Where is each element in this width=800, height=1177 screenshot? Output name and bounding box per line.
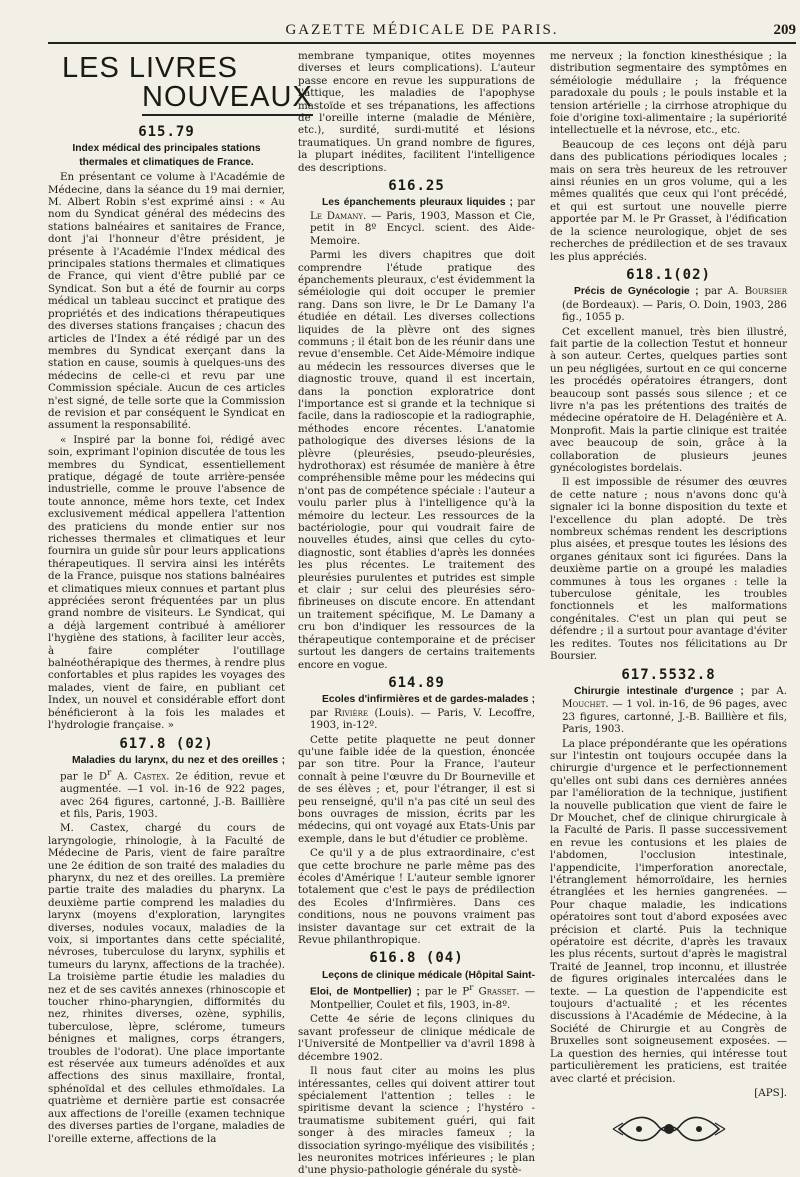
classification-code: 615.79 [138, 124, 195, 140]
review-paragraph: « Inspiré par la bonne foi, rédigé avec soin, exprimant l'opinion discutée de tous les membres du Syndicat, essentiellement pratique, dégagé de toute arrière-pensée industrielle, comme le prouve l'absence de toute annonce, même hors texte, cet Index exclusivement médical appellera l'attention des praticiens du monde entier sur nos richesses thermales et climatiques et leur fournira un guide sûr pour leurs applications thérapeutiques. Il servira ainsi les intérêts de la France, puisque nos stations balnéaires et climatiques mieux connues et partant plus appréciées seront fréquentées par un plus grand nombre de visiteurs. Le Syndicat, qui a déjà largement contribué à améliorer l'hygiène des stations, à faciliter leur accès, à faire compléter l'outillage balnéothérapique des thermes, à rendre plus confortables et plus rapides les voyages des malades, vient de faire, en publiant cet Index, un nouvel et considérable effort dont bénéficieront à la fois les malades et l'hydrologie française. » [48, 433, 285, 732]
classification-code: 616.8 (04) [369, 950, 464, 967]
ref-details: (Louis). — Paris, V. Lecoffre, 1903, in-12º. [310, 706, 535, 732]
review-paragraph: Cette 4e série de leçons cliniques du savant professeur de clinique médicale de l'Université de Montpellier va d'avril 1898 à décembre 1902. [298, 1013, 535, 1063]
page-header [48, 20, 796, 44]
review-paragraph: Cette petite plaquette ne peut donner qu'une faible idée de la question, énoncée par son titre. Pour la France, l'auteur connaît à peine l'œuvre du Dr Bourneville et de ses élèves ; et, pour l'étranger, il est si peu renseigné, qu'il n'a pas cité un seul des bons ouvrages de mission, écrits par les médecins, qui ont voyagé aux Etats-Unis par exemple, dans le but d'étudier ce problème. [298, 733, 535, 845]
bibliographic-reference [298, 693, 535, 731]
ref-details: . — Paris, 1903, Masson et Cie, petit in 8º Encycl. scient. des Aide-Memoire. [310, 209, 535, 247]
bibliographic-reference [298, 969, 535, 1012]
signature: [APS]. [754, 1086, 787, 1099]
bibliographic-reference [298, 196, 535, 247]
classification-code: 617.5532.8 [621, 666, 716, 683]
ref-details: (de Bordeaux). — Paris, O. Doin, 1903, 286 fig., 1055 p. [562, 298, 787, 324]
classification-code: 617.8 (02) [119, 735, 214, 752]
bibliographic-reference [550, 285, 787, 323]
column-left [48, 50, 313, 1145]
review-paragraph: La place prépondérante que les opérations sur l'intestin ont toujours occupée dans la chirurgie d'urgence et le perfectionnement qu'elles ont subi dans ces dernières années par l'amélioration de la technique, justifient la nouvelle publication que vient de faire le Dr Mouchet, chef de clinique chirurgicale à la Faculté de Paris. Il passe successivement en revue les contusions et les plaies de l'abdomen, l'occlusion intestinale, l'appendicite, l'imperforation anorectale, l'étranglement hémorroïdaire, les hernies étranglées et les hernies gangrenées. — Pour chaque maladie, les indications opératoires sont tout d'abord exposées avec précision et clarté. Puis la technique opératoire est décrite, d'après les travaux les plus récents, surtout d'après le magistral Traité de Jeannel, trop inconnu, et illustrée de figures originales intercalées dans le texte. — La question de l'appendicite est toujours d'actualité ; et les récentes discussions à l'Académie de Médecine, à la Société de Chirurgie et au Congrès de Bruxelles sont soigneusement exposées. — La question des hernies, qui intéresse tout particulièrement les praticiens, est traitée avec clarté et précision. [550, 737, 787, 1085]
printer-ornament-icon [609, 1109, 729, 1149]
author-name: Grasset [478, 985, 517, 998]
ref-superscript: r [469, 983, 474, 994]
continued-paragraph: membrane tympanique, otites moyennes diverses et leurs complications). L'auteur passe encore en revue les suppurations de l'attique, les maladies de l'apophyse mastoïde et ses trépanations, les affections de l'oreille interne (maladie de Ménière, etc.), surdité, surdi-mutité et lésions traumatiques. Un grand nombre de figures, la plupart inédites, facilitent l'intelligence des descriptions. [298, 50, 535, 174]
book-title: Index médical des principales stations thermales et climatiques de France. [72, 143, 261, 168]
bibliographic-reference [550, 685, 787, 736]
rubric-line-2: NOUVEAUX [142, 83, 313, 116]
section-rubric [62, 52, 313, 116]
review-paragraph: Il nous faut citer au moins les plus intéressantes, celles qui doivent attirer tout spécialement l'attention ; telles : le spiritisme devant la science ; l'hystéro - traumatisme subitement guéri, qui fait songer à des miracles fameux ; la dissociation syringo-myélique des visibilités ; les neuronites motrices inférieures ; le plan d'une physio-pathologie générale du systè- [298, 1065, 535, 1177]
classification-code: 614.89 [388, 674, 445, 691]
classification-code: 618.1(02) [626, 266, 711, 283]
classification-code: 616.25 [388, 178, 445, 195]
ref-prefix: par [704, 285, 728, 298]
ref-details: . — Montpellier, Coulet et fils, 1903, in-8º. [310, 985, 536, 1012]
review-paragraph: Parmi les divers chapitres que doit comprendre l'étude pratique des épanchements pleuraux, c'est évidemment la séméiologie qui doit occuper le premier rang. Dans son livre, le Dr Le Damany l'a étudiée en détail. Les diverses collections liquides de la plèvre ont des signes communs ; il était bon de les réunir dans une revue d'ensemble. Cet Aide-Mémoire indique au médecin les ressources diverses que le diagnostic trouve, quand il est incertain, dans la ponction exploratrice dont l'importance est si grande et la technique si facile, dans la radioscopie et la radiographie, méthodes encore récentes. L'anatomie pathologique des diverses lésions de la plèvre (pleurésies, pseudo-pleurésies, hydrothorax) est résumée de manière à être compréhensible même pour les médecins qui n'ont pas de compétence spéciale : l'auteur a voulu parler plus à l'intelligence qu'à la mémoire du lecteur. Les ressources de la bactériologie, pour qui voudrait faire de nouvelles études, ainsi que celles du cyto-diagnostic, sont établies d'après les données les plus récentes. Le traitement des pleurésies purulentes et putrides est simple et clair ; sur celui des pleurésies séro-fibrineuses on discute encore. En attendant un traitement spécifique, M. Le Damany a cru bon d'indiquer les ressources de la thérapeutique contemporaine et de préciser surtout les dangers de certains traitements encore en vogue. [298, 249, 535, 671]
page-number: 209 [773, 22, 796, 38]
ref-prefix: par le D [60, 770, 108, 783]
book-title: Précis de Gynécologie ; [574, 286, 699, 298]
author-name: A. Boursier [727, 285, 787, 298]
review-paragraph: M. Castex, chargé du cours de laryngologie, rhinologie, à la Faculté de Médecine de Paris, vient de faire paraître une 2e édition de son traité des maladies du pharynx, du nez et des oreilles. La première partie traite des maladies du pharynx. La deuxième partie comprend les maladies du larynx (moyens d'exploration, laryngites diverses, nodules vocaux, maladies de la voix, si importantes dans cette spécialité, névroses, tuberculose du larynx, syphilis et tumeurs du larynx, affections de la trachée). La troisième partie étudie les maladies du nez et de ses cavités annexes (rhinoscopie et toucher rhino-pharyngien, difformités du nez, rhinites diverses, ozène, syphilis, tuberculose, lèpre, sclérome, tumeurs bénignes et malignes, corps étrangers, troubles de l'odorat). Une place importante est réservée aux tumeurs adénoïdes et aux affections des sinus maxillaire, frontal, sphénoïdal et des cellules ethmoïdales. La quatrième et dernière partie est consacrée aux affections de l'oreille (examen technique des diverses parties de l'organe, maladies de l'oreille externe, affections de la [48, 822, 285, 1145]
ref-details: . 2e édition, revue et augmentée. —1 vol. in-16 de 922 pages, avec 264 figures, cartonné, J.-B. Baillière et fils, Paris, 1903. [60, 770, 285, 820]
column-middle [298, 50, 536, 1177]
author-name: Le Damany [310, 209, 364, 222]
continued-paragraph: me nerveux ; la fonction kinesthésique ; la distribution segmentaire des symptômes en séméiologie médullaire ; la fréquence paradoxale du pouls ; le pouls instable et la tension artérielle ; la cirrhose atrophique du foie d'origine toxi-alimentaire ; la supériorité intellectuelle et la névrose, etc., etc. [550, 50, 787, 137]
author-name: A. Mouchet [562, 684, 787, 711]
review-paragraph: En présentant ce volume à l'Académie de Médecine, dans la séance du 19 mai dernier, M. Albert Robin s'est exprimé ainsi : « Au nom du Syndicat général des médecins des stations balnéaires et sanitaires de France, dont j'ai l'honneur d'être président, je présente à l'Académie l'Index médical des principales stations thermales et climatiques de France, qui vient d'être publié par ce Syndicat. Son but a été de fournir au corps médical un tableau succinct et pratique des propriétés et des indications thérapeutiques des diverses stations françaises ; chacun des articles de l'Index a été rédigé par un des membres du Syndicat exerçant dans la station en cause, soumis à quelques-uns des médecins de celle-ci et revu par une Commission spéciale. Aucun de ces articles n'est signé, de telle sorte que la Commission de revision et par conséquent le Syndicat en assument la responsabilité. [48, 171, 285, 432]
book-title: Chirurgie intestinale d'urgence ; [574, 685, 744, 697]
journal-title: GAZETTE MÉDICALE DE PARIS. [285, 22, 559, 38]
ref-superscript: r [107, 768, 112, 779]
ref-details: . — 1 vol. in-16, de 96 pages, avec 23 figures, cartonné, J.-B. Baillière et fils, Paris, 1903. [562, 698, 787, 736]
ref-prefix: par [517, 196, 535, 209]
review-paragraph: Beaucoup de ces leçons ont déjà paru dans des publications périodiques locales ; mais on sera très heureux de les retrouver ainsi réunies en un gros volume, qui a les mêmes qualités que ceux qui l'ont précédé, et qui est surtout une nouvelle pierre apportée par M. le Pr Grasset, à l'édification de la science neurologique, objet de ses recherches de prédilection et de ses travaux les plus appréciés. [550, 138, 787, 263]
bibliographic-reference [48, 754, 285, 820]
column-right [550, 50, 787, 1099]
book-title: Maladies du larynx, du nez et des oreilles ; [72, 754, 285, 766]
book-title: Leçons de clinique médicale (Hôpital Saint-Eloi, de Montpellier) ; [310, 969, 535, 998]
entry-title [48, 142, 285, 169]
review-paragraph: Ce qu'il y a de plus extraordinaire, c'est que cette brochure ne parle même pas des écoles d'Amérique ! L'auteur semble ignorer totalement que c'est le pays de prédilection des Ecoles d'Infirmières. Dans ces conditions, nous ne pouvons vraiment pas insister davantage sur cet extrait de la Revue philanthropique. [298, 847, 535, 947]
author-name: Rivière [334, 706, 368, 719]
ref-prefix: par [751, 684, 777, 697]
book-title: Ecoles d'infirmières et de gardes-malades ; [322, 694, 535, 706]
ref-prefix: par [310, 706, 335, 719]
rubric-line-1: LES LIVRES [62, 52, 239, 84]
author-name: A. Castex [117, 770, 167, 783]
book-title: Les épanchements pleuraux liquides ; [322, 197, 513, 209]
review-paragraph: Il est impossible de résumer des œuvres de cette nature ; nous n'avons donc qu'à signaler ici la bonne disposition du texte et l'excellence du plan adopté. De très nombreux schémas rendent les descriptions plus aisées, et presque toutes les lésions des organes génitaux sont ici figurées. Dans la deuxième partie on a groupé les maladies communes à tous les organes : telle la tuberculose génitale, les troubles fonctionnels et les malformations congénitales. C'est un plan qui peut se défendre ; il a surtout pour avantage d'éviter les redites. Toutes nos félicitations au Dr Boursier. [550, 476, 787, 663]
ref-prefix: par le P [424, 985, 470, 998]
review-paragraph: Cet excellent manuel, très bien illustré, fait partie de la collection Testut et honneur à son auteur. Certes, quelques parties sont un peu négligées, surtout en ce qui concerne les procédés opératoires étrangers, dont beaucoup sont passés sous silence ; et ce livre n'a pas les prétentions des traités de médecine opératoire de H. Delagénière et A. Monprofit. Mais la partie clinique est traitée avec beaucoup de soin, grâce à la collaboration de plusieurs jeunes gynécologistes bordelais. [550, 325, 787, 474]
